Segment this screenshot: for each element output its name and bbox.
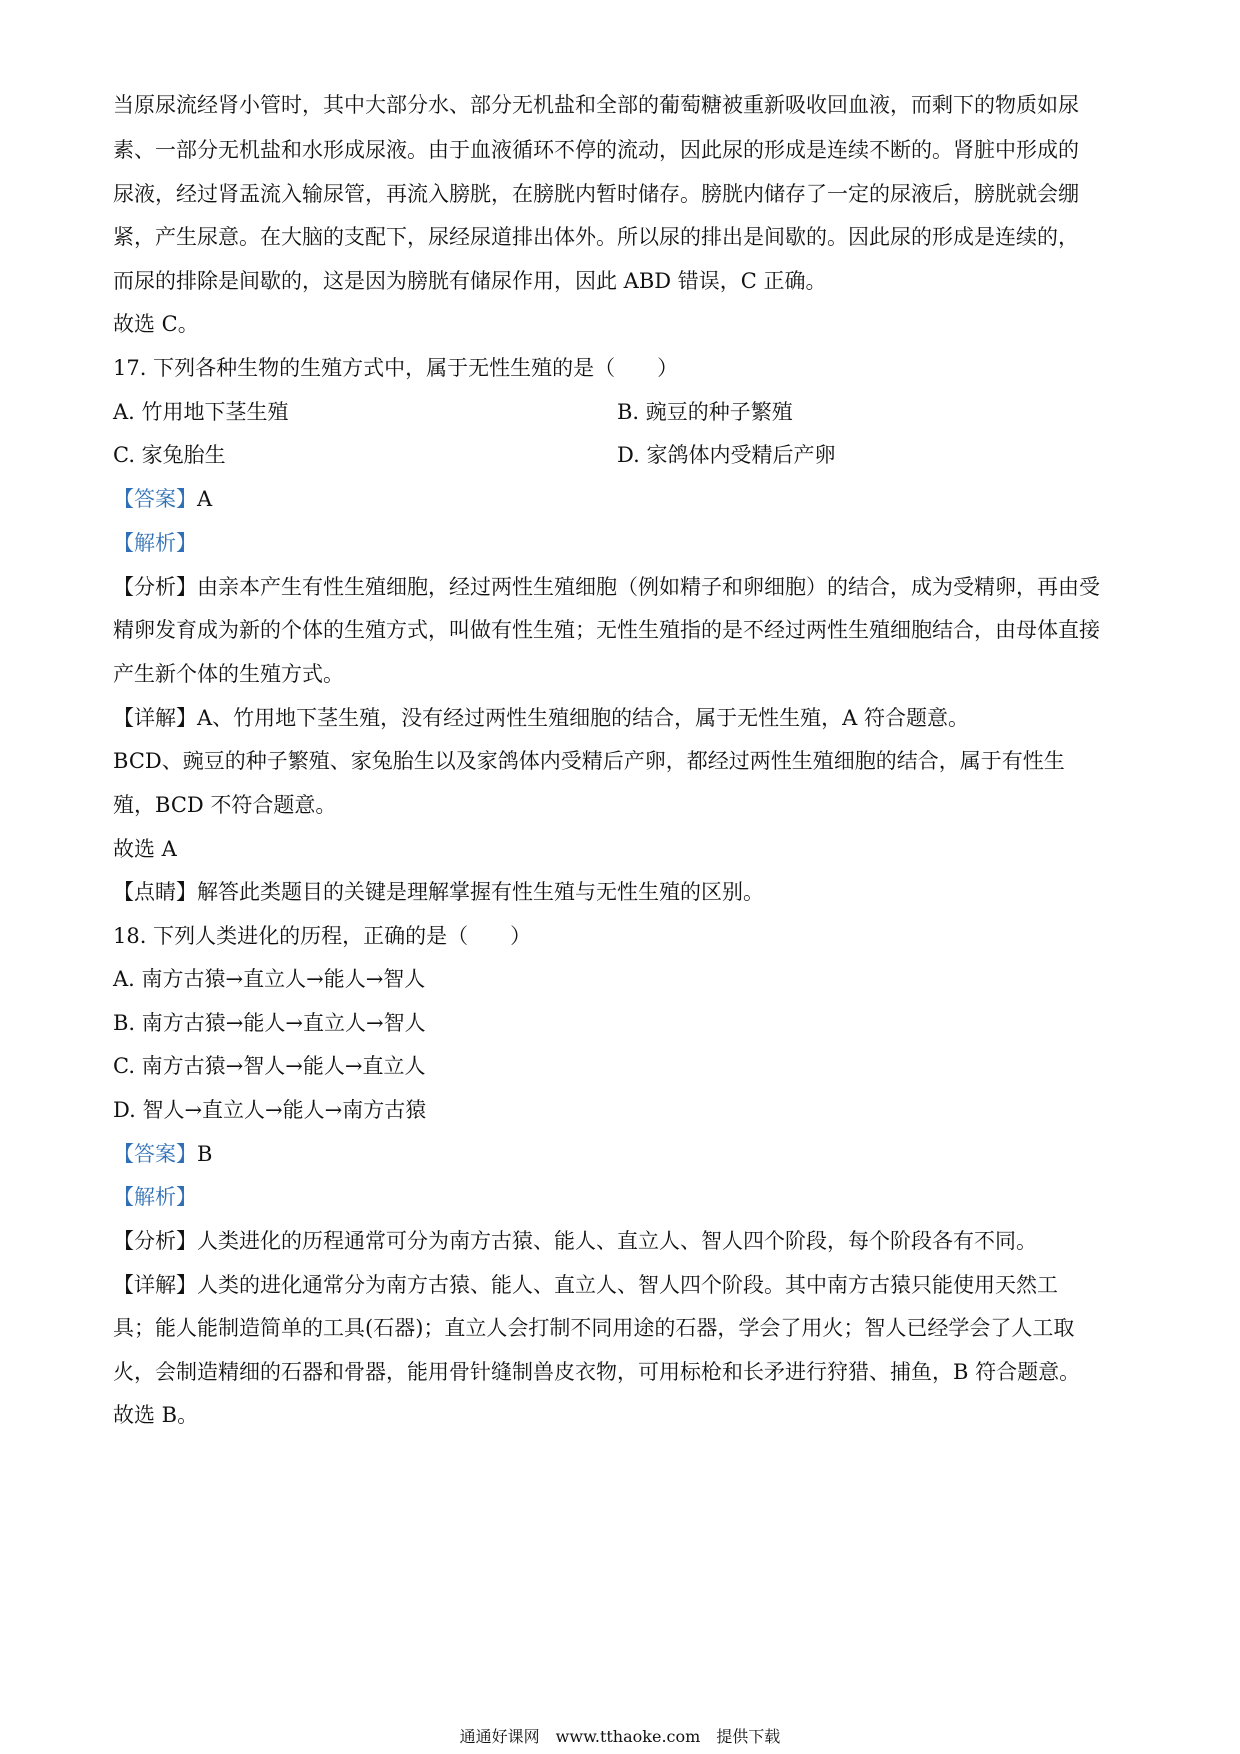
- q17-dianjing-tag: 【点睛】: [113, 880, 197, 904]
- q17-xiangjie-line-1: [113, 703, 969, 733]
- q18-answer-value: B: [197, 1142, 213, 1166]
- q17-xiangjie-line-3: 殖，BCD 不符合题意。: [113, 793, 337, 817]
- q18-xiangjie-line-2: 具；能人能制造简单的工具(石器)；直立人会打制不同用途的石器，学会了用火；智人已经学会了人工取: [113, 1316, 1075, 1340]
- q18-analysis-tag: 【解析】: [113, 1185, 197, 1209]
- q18-answer-tag: 【答案】: [113, 1142, 197, 1166]
- q17-xiangjie-tag: 【详解】: [113, 706, 197, 730]
- page-footer: 通通好课网 www.tthaoke.com 提供下载: [459, 1727, 781, 1746]
- q18-stem: 18. 下列人类进化的历程，正确的是（ ）: [113, 924, 532, 948]
- q18-fenxi-text: 人类进化的历程通常可分为南方古猿、能人、直立人、智人四个阶段，每个阶段各有不同。: [197, 1229, 1037, 1253]
- intro-conclusion: 故选 C。: [113, 312, 199, 336]
- q17-option-b: B. 豌豆的种子繁殖: [617, 400, 793, 424]
- q17-fenxi-tag: 【分析】: [113, 575, 197, 599]
- intro-line-4: 紧，产生尿意。在大脑的支配下，尿经尿道排出体外。所以尿的排出是间歇的。因此尿的形成是连续的，: [113, 225, 1079, 249]
- q17-answer-value: A: [197, 487, 213, 511]
- q17-fenxi-line-1: [113, 572, 1100, 602]
- q18-fenxi: [113, 1226, 1037, 1256]
- q18-xiangjie-text-1: 人类的进化通常分为南方古猿、能人、直立人、智人四个阶段。其中南方古猿只能使用天然工: [197, 1273, 1058, 1297]
- q18-answer: [113, 1139, 212, 1169]
- q17-xiangjie-text-1: A、竹用地下茎生殖，没有经过两性生殖细胞的结合，属于无性生殖，A 符合题意。: [197, 706, 970, 730]
- q18-fenxi-tag: 【分析】: [113, 1229, 197, 1253]
- q18-conclusion: 故选 B。: [113, 1403, 199, 1427]
- q17-dianjing-text: 解答此类题目的关键是理解掌握有性生殖与无性生殖的区别。: [197, 880, 764, 904]
- q18-analysis-heading: [113, 1182, 197, 1212]
- intro-line-2: 素、一部分无机盐和水形成尿液。由于血液循环不停的流动，因此尿的形成是连续不断的。肾脏中形成的: [113, 138, 1079, 162]
- q18-option-c: C. 南方古猿→智人→能人→直立人: [113, 1054, 426, 1078]
- q17-option-d: D. 家鸽体内受精后产卵: [617, 443, 836, 467]
- intro-line-3: 尿液，经过肾盂流入输尿管，再流入膀胱，在膀胱内暂时储存。膀胱内储存了一定的尿液后，膀胱就会绷: [113, 182, 1079, 206]
- q17-answer-tag: 【答案】: [113, 487, 197, 511]
- q17-fenxi-line-2: 精卵发育成为新的个体的生殖方式，叫做有性生殖；无性生殖指的是不经过两性生殖细胞结合，由母体直接: [113, 618, 1100, 642]
- q18-option-d: D. 智人→直立人→能人→南方古猿: [113, 1098, 427, 1122]
- q18-xiangjie-tag: 【详解】: [113, 1273, 197, 1297]
- q17-analysis-heading: [113, 528, 197, 558]
- q17-fenxi-text-1: 由亲本产生有性生殖细胞，经过两性生殖细胞（例如精子和卵细胞）的结合，成为受精卵，再由受: [197, 575, 1100, 599]
- q17-option-a: A. 竹用地下茎生殖: [113, 400, 289, 424]
- q17-analysis-tag: 【解析】: [113, 531, 197, 555]
- q18-option-a: A. 南方古猿→直立人→能人→智人: [113, 967, 426, 991]
- q18-option-b: B. 南方古猿→能人→直立人→智人: [113, 1011, 426, 1035]
- q17-xiangjie-line-2: BCD、豌豆的种子繁殖、家兔胎生以及家鸽体内受精后产卵，都经过两性生殖细胞的结合，属于有性生: [113, 749, 1065, 773]
- q17-answer: [113, 484, 212, 514]
- q17-fenxi-line-3: 产生新个体的生殖方式。: [113, 662, 344, 686]
- intro-line-1: 当原尿流经肾小管时，其中大部分水、部分无机盐和全部的葡萄糖被重新吸收回血液，而剩下的物质如尿: [113, 93, 1079, 117]
- intro-line-5: 而尿的排除是间歇的，这是因为膀胱有储尿作用，因此 ABD 错误，C 正确。: [113, 269, 827, 293]
- q17-conclusion: 故选 A: [113, 837, 177, 861]
- q18-xiangjie-line-3: 火，会制造精细的石器和骨器，能用骨针缝制兽皮衣物，可用标枪和长矛进行狩猎、捕鱼，B 符合题意。: [113, 1360, 1081, 1384]
- q18-xiangjie-line-1: [113, 1270, 1058, 1300]
- q17-dianjing: [113, 877, 764, 907]
- q17-option-c: C. 家兔胎生: [113, 443, 226, 467]
- q17-stem: 17. 下列各种生物的生殖方式中，属于无性生殖的是（ ）: [113, 356, 679, 380]
